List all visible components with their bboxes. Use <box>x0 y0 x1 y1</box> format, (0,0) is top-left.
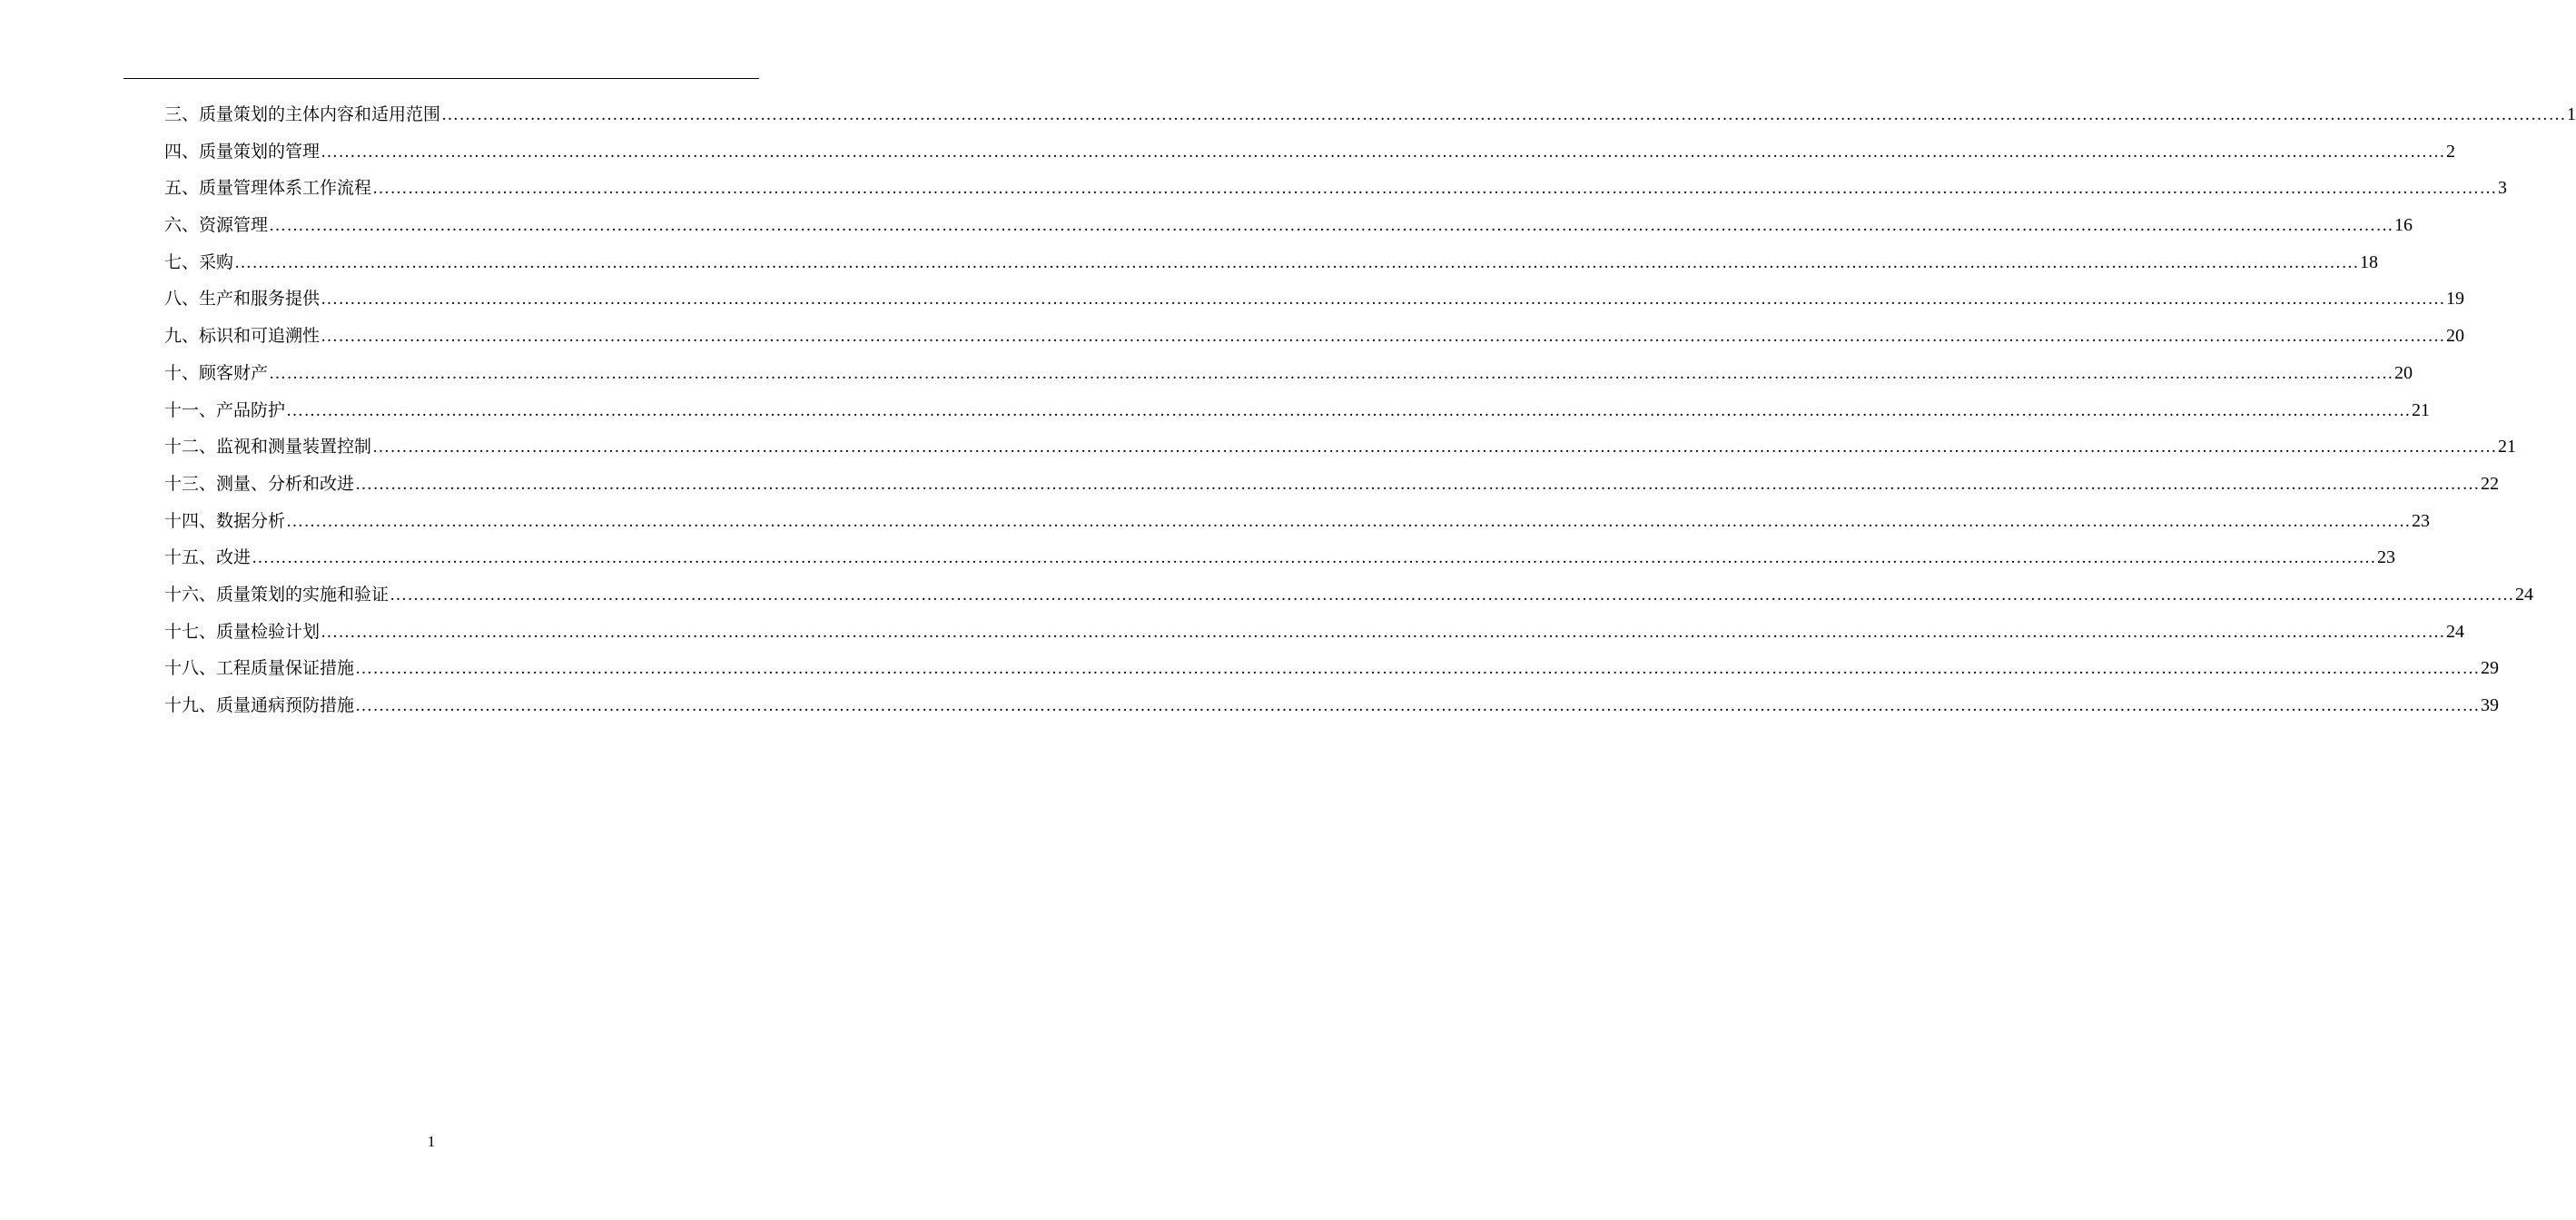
toc-entry-title: 十七、质量检验计划 <box>164 621 321 642</box>
toc-entry-title: 十五、改进 <box>164 547 252 568</box>
toc-entry-title: 十一、产品防护 <box>164 399 286 420</box>
toc-entry-title: 十八、工程质量保证措施 <box>164 658 355 679</box>
toc-entry-title: 四、质量策划的管理 <box>164 141 321 162</box>
toc-entry-title: 三、质量策划的主体内容和适用范围 <box>164 104 441 124</box>
toc-entry[interactable] <box>164 96 2576 133</box>
toc-entry-page: 39 <box>2481 695 2500 715</box>
toc-entry-page: 21 <box>2412 399 2431 420</box>
toc-entry-page: 20 <box>2394 362 2413 383</box>
toc-entry[interactable] <box>164 503 2431 540</box>
toc-dot-leader: ……………………………………………………………………………………………………………………………………………………………………………………………………………………………………………………………………………………………………………………………… <box>234 252 2360 272</box>
toc-dot-leader: ……………………………………………………………………………………………………………………………………………………………………………………………………………………………………………………………………………………………………………………………… <box>372 438 2498 458</box>
toc-entry[interactable] <box>164 650 2500 687</box>
toc-entry-page: 21 <box>2498 437 2517 458</box>
toc-entry-page: 23 <box>2412 510 2431 531</box>
toc-entry-title: 十、顾客财产 <box>164 362 269 383</box>
toc-entry-page: 19 <box>2446 289 2465 310</box>
toc-entry[interactable] <box>164 355 2413 392</box>
toc-entry[interactable] <box>164 318 2465 355</box>
toc-entry[interactable] <box>164 466 2500 503</box>
toc-dot-leader: ……………………………………………………………………………………………………………………………………………………………………………………………………………………………………………………………………………………………………………………………… <box>321 142 2446 162</box>
toc-entry-page: 23 <box>2377 547 2396 568</box>
toc-entry[interactable] <box>164 539 2396 576</box>
toc-entry-title: 九、标识和可追溯性 <box>164 326 321 347</box>
toc-entry-page: 24 <box>2515 584 2534 605</box>
toc-entry-title: 十四、数据分析 <box>164 510 286 531</box>
toc-dot-leader: ……………………………………………………………………………………………………………………………………………………………………………………………………………………………………………………………………………………………………………………………… <box>390 585 2515 605</box>
toc-entry[interactable] <box>164 428 2517 466</box>
toc-entry-page: 1 <box>2567 104 2576 124</box>
toc-dot-leader: ……………………………………………………………………………………………………………………………………………………………………………………………………………………………………………………………………………………………………………………………… <box>355 659 2481 679</box>
toc-entry-page: 20 <box>2446 326 2465 347</box>
toc-entry[interactable] <box>164 576 2534 614</box>
toc-entry-title: 十六、质量策划的实施和验证 <box>164 584 390 605</box>
toc-entry-title: 八、生产和服务提供 <box>164 289 321 310</box>
toc-dot-leader: ……………………………………………………………………………………………………………………………………………………………………………………………………………………………………………………………………………………………………………………………… <box>355 696 2481 715</box>
toc-entry-page: 22 <box>2481 473 2500 494</box>
toc-entry[interactable] <box>164 614 2465 651</box>
toc-entry[interactable] <box>164 392 2431 429</box>
toc-entry-title: 七、采购 <box>164 251 234 272</box>
toc-entry-page: 29 <box>2481 658 2500 679</box>
toc-dot-leader: ……………………………………………………………………………………………………………………………………………………………………………………………………………………………………………………………………………………………………………………………… <box>355 474 2481 494</box>
toc-dot-leader: ……………………………………………………………………………………………………………………………………………………………………………………………………………………………………………………………………………………………………………………………… <box>441 105 2567 124</box>
toc-entry[interactable] <box>164 280 2465 318</box>
toc-dot-leader: ……………………………………………………………………………………………………………………………………………………………………………………………………………………………………………………………………………………………………………………………… <box>269 216 2394 236</box>
toc-entry-title: 十三、测量、分析和改进 <box>164 473 355 494</box>
toc-dot-leader: ……………………………………………………………………………………………………………………………………………………………………………………………………………………………………………………………………………………………………………………………… <box>252 548 2377 568</box>
toc-entry[interactable] <box>164 207 2413 244</box>
toc-dot-leader: ……………………………………………………………………………………………………………………………………………………………………………………………………………………………………………………………………………………………………………………………… <box>321 327 2446 347</box>
toc-entry-page: 2 <box>2446 141 2456 162</box>
toc-entry-page: 18 <box>2360 251 2379 272</box>
toc-entry[interactable] <box>164 170 2508 207</box>
toc-entry-page: 16 <box>2394 215 2413 236</box>
toc-entry-page: 24 <box>2446 621 2465 642</box>
toc-entry[interactable] <box>164 133 2456 171</box>
page-number: 1 <box>427 1133 436 1150</box>
toc-dot-leader: ……………………………………………………………………………………………………………………………………………………………………………………………………………………………………………………………………………………………………………………………… <box>372 179 2498 199</box>
toc-dot-leader: ……………………………………………………………………………………………………………………………………………………………………………………………………………………………………………………………………………………………………………………………… <box>321 622 2446 642</box>
toc-entry-page: 3 <box>2498 178 2508 199</box>
table-of-contents <box>164 96 2576 724</box>
toc-dot-leader: ……………………………………………………………………………………………………………………………………………………………………………………………………………………………………………………………………………………………………………………………… <box>269 363 2394 383</box>
toc-dot-leader: ……………………………………………………………………………………………………………………………………………………………………………………………………………………………………………………………………………………………………………………………… <box>286 511 2412 531</box>
toc-entry-title: 六、资源管理 <box>164 215 269 236</box>
toc-entry[interactable] <box>164 687 2500 724</box>
header-rule <box>123 78 759 79</box>
toc-dot-leader: ……………………………………………………………………………………………………………………………………………………………………………………………………………………………………………………………………………………………………………………………… <box>286 400 2412 420</box>
toc-entry-title: 五、质量管理体系工作流程 <box>164 178 372 199</box>
toc-entry-title: 十九、质量通病预防措施 <box>164 695 355 715</box>
toc-dot-leader: ……………………………………………………………………………………………………………………………………………………………………………………………………………………………………………………………………………………………………………………………… <box>321 290 2446 310</box>
toc-entry-title: 十二、监视和测量装置控制 <box>164 437 372 458</box>
toc-entry[interactable] <box>164 244 2379 281</box>
